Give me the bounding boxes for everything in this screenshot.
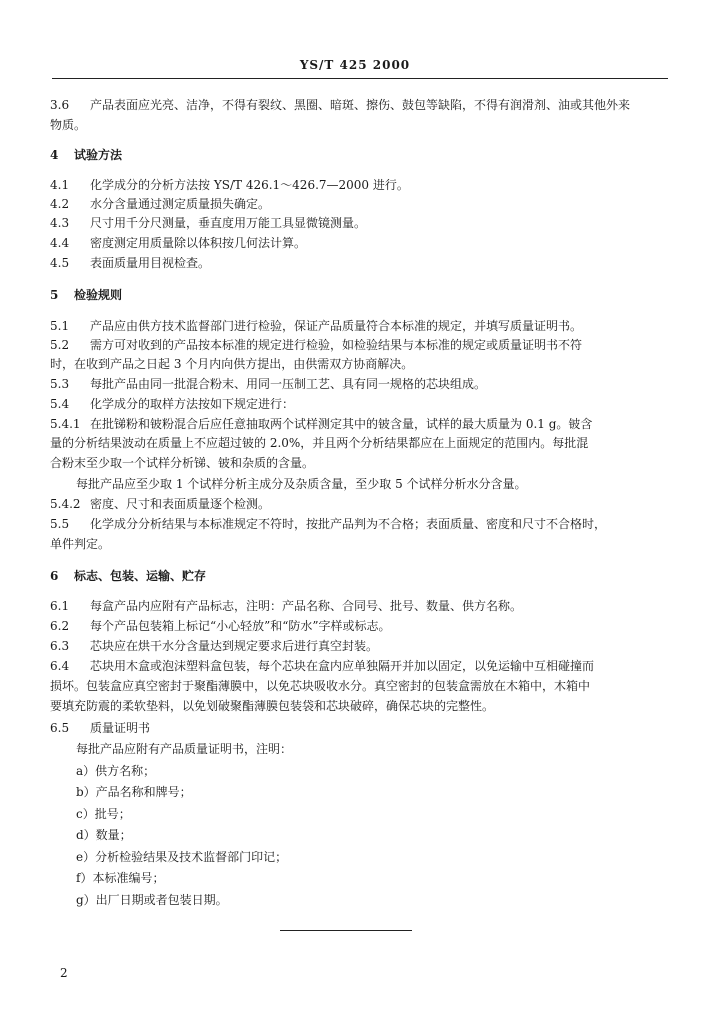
- header-rule: [52, 78, 668, 79]
- clause-5-5: 5.5 化学成分分析结果与本标准规定不符时，按批产品判为不合格；表面质量、密度和尺寸不合格时，: [50, 517, 607, 531]
- section-5-heading: 5 检验规则: [50, 288, 123, 302]
- standard-code-header: YS/T 425 2000: [299, 58, 411, 72]
- clause-6-5-intro: 每批产品应附有产品质量证明书，注明：: [76, 742, 293, 756]
- list-item-g: g）出厂日期或者包装日期。: [76, 893, 228, 907]
- end-rule: [280, 930, 412, 931]
- list-item-c: c）批号；: [76, 807, 131, 821]
- page-number: 2: [60, 966, 68, 980]
- clause-6-3: 6.3 芯块应在烘干水分含量达到规定要求后进行真空封装。: [50, 639, 379, 653]
- clause-5-4-1: 5.4.1 在批锑粉和铍粉混合后应任意抽取两个试样测定其中的铍含量，试样的最大质量为 0.1 g。铍含: [50, 417, 593, 431]
- section-4-heading: 4 试验方法: [50, 148, 123, 162]
- clause-5-4-1-cont-1: 量的分析结果波动在质量上不应超过铍的 2.0%，并且两个分析结果都应在上面规定的范围内。每批混: [50, 436, 589, 450]
- section-6-heading: 6 标志、包装、运输、贮存: [50, 569, 207, 583]
- list-item-d: d）数量；: [76, 828, 132, 842]
- clause-6-4: 6.4 芯块用木盒或泡沫塑料盒包装，每个芯块在盒内应单独隔开并加以固定，以免运输中互相碰撞而: [50, 659, 595, 673]
- clause-5-3: 5.3 每批产品由同一批混合粉末、用同一压制工艺、具有同一规格的芯块组成。: [50, 377, 487, 391]
- clause-5-2-cont: 时，在收到产品之日起 3 个月内向供方提出，由供需双方协商解决。: [50, 357, 414, 371]
- clause-5-4-1-cont-2: 合粉末至少取一个试样分析锑、铍和杂质的含量。: [50, 456, 315, 470]
- clause-6-5: 6.5 质量证明书: [50, 721, 151, 735]
- clause-5-5-cont: 单件判定。: [50, 537, 111, 551]
- clause-4-1: 4.1 化学成分的分析方法按 YS/T 426.1～426.7—2000 进行。: [50, 178, 409, 192]
- clause-4-2: 4.2 水分含量通过测定质量损失确定。: [50, 197, 271, 211]
- clause-5-4-1-para-2: 每批产品应至少取 1 个试样分析主成分及杂质含量，至少取 5 个试样分析水分含量。: [76, 477, 527, 491]
- clause-6-4-cont-1: 损坏。包装盒应真空密封于聚酯薄膜中，以免芯块吸收水分。真空密封的包装盒需放在木箱中，木箱中: [50, 679, 591, 693]
- clause-4-4: 4.4 密度测定用质量除以体积按几何法计算。: [50, 236, 307, 250]
- clause-5-4-2: 5.4.2 密度、尺寸和表面质量逐个检测。: [50, 497, 271, 511]
- clause-3-6: 3.6 产品表面应光亮、洁净，不得有裂纹、黑圈、暗斑、擦伤、鼓包等缺陷，不得有润滑剂、油或其他外来: [50, 98, 631, 112]
- list-item-f: f）本标准编号；: [76, 871, 165, 885]
- list-item-b: b）产品名称和牌号；: [76, 785, 192, 799]
- list-item-e: e）分析检验结果及技术监督部门印记；: [76, 850, 288, 864]
- clause-6-2: 6.2 每个产品包装箱上标记“小心轻放”和“防水”字样或标志。: [50, 619, 391, 633]
- clause-5-4: 5.4 化学成分的取样方法按如下规定进行：: [50, 397, 295, 411]
- clause-6-4-cont-2: 要填充防震的柔软垫料，以免划破聚酯薄膜包装袋和芯块破碎，确保芯块的完整性。: [50, 699, 495, 713]
- clause-4-3: 4.3 尺寸用千分尺测量，垂直度用万能工具显微镜测量。: [50, 216, 367, 230]
- clause-6-1: 6.1 每盒产品内应附有产品标志，注明：产品名称、合同号、批号、数量、供方名称。: [50, 599, 523, 613]
- clause-3-6-cont: 物质。: [50, 118, 87, 132]
- list-item-a: a）供方名称；: [76, 764, 156, 778]
- clause-5-2: 5.2 需方可对收到的产品按本标准的规定进行检验，如检验结果与本标准的规定或质量证明书不符: [50, 338, 583, 352]
- clause-4-5: 4.5 表面质量用目视检查。: [50, 256, 211, 270]
- clause-5-1: 5.1 产品应由供方技术监督部门进行检验，保证产品质量符合本标准的规定，并填写质量证明书。: [50, 319, 583, 333]
